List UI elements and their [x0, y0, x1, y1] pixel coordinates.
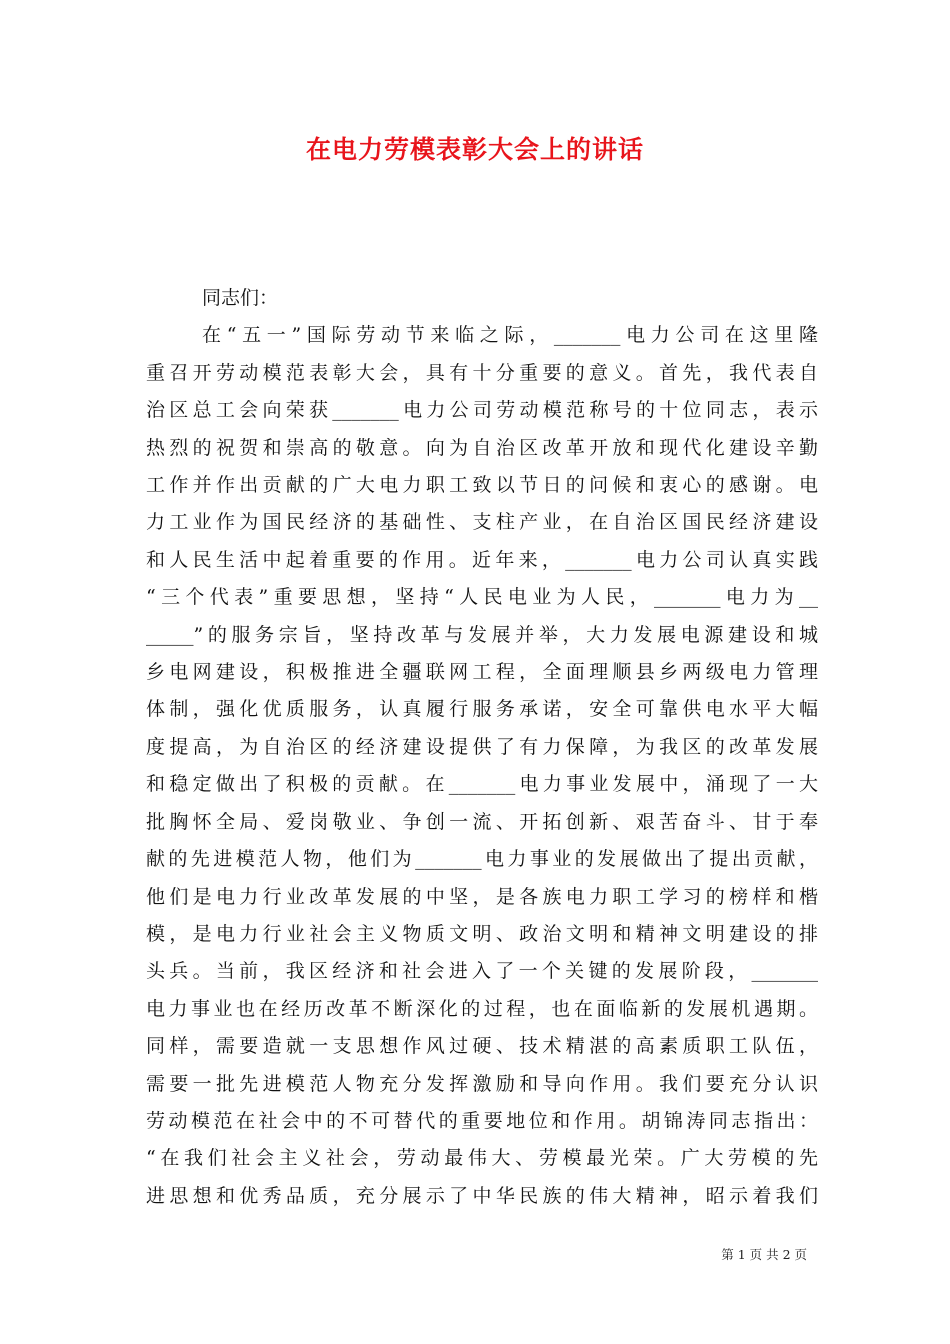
paragraph-line: 和稳定做出了积极的贡献。在_______电力事业发展中，涌现了一大 — [146, 773, 818, 796]
paragraph-line: 体制，强化优质服务，认真履行服务承诺，安全可靠供电水平大幅 — [146, 698, 818, 721]
paragraph-line: 和人民生活中起着重要的作用。近年来，_______电力公司认真实践 — [146, 548, 818, 571]
paragraph-line: 模，是电力行业社会主义物质文明、政治文明和精神文明建设的排 — [146, 922, 818, 945]
paragraph-line: 力工业作为国民经济的基础性、支柱产业，在自治区国民经济建设 — [146, 511, 818, 534]
paragraph-line: 同样，需要造就一支思想作风过硬、技术精湛的高素质职工队伍， — [146, 1035, 818, 1058]
paragraph-line: 头兵。当前，我区经济和社会进入了一个关键的发展阶段，_______ — [146, 960, 818, 983]
paragraph-line: 在“五一”国际劳动节来临之际，_______电力公司在这里隆 — [202, 324, 818, 347]
paragraph-line: “在我们社会主义社会，劳动最伟大、劳模最光荣。广大劳模的先 — [146, 1147, 818, 1170]
paragraph-line: 电力事业也在经历改革不断深化的过程，也在面临新的发展机遇期。 — [146, 997, 818, 1020]
document-body — [146, 280, 818, 1215]
paragraph-line: 重召开劳动模范表彰大会，具有十分重要的意义。首先，我代表自 — [146, 361, 818, 384]
page-number-footer: 第 1 页 共 2 页 — [721, 1247, 807, 1262]
paragraph-line: 热烈的祝贺和崇高的敬意。向为自治区改革开放和现代化建设辛勤 — [146, 436, 818, 459]
paragraph-line: 进思想和优秀品质，充分展示了中华民族的伟大精神，昭示着我们 — [146, 1184, 818, 1207]
paragraph-line: 批胸怀全局、爱岗敬业、争创一流、开拓创新、艰苦奋斗、甘于奉 — [146, 810, 818, 833]
paragraph-line: 工作并作出贡献的广大电力职工致以节日的问候和衷心的感谢。电 — [146, 474, 818, 497]
paragraph-line: 治区总工会向荣获_______电力公司劳动模范称号的十位同志，表示 — [146, 399, 818, 422]
paragraph-line: “三个代表”重要思想，坚持“人民电业为人民，_______电力为__ — [146, 586, 818, 609]
document-title: 在电力劳模表彰大会上的讲话 — [305, 135, 644, 164]
paragraph-line: 献的先进模范人物，他们为_______电力事业的发展做出了提出贡献， — [146, 848, 818, 871]
paragraph-line: 需要一批先进模范人物充分发挥激励和导向作用。我们要充分认识 — [146, 1072, 818, 1095]
salutation: 同志们： — [202, 287, 279, 309]
paragraph-line: 度提高，为自治区的经济建设提供了有力保障，为我区的改革发展 — [146, 735, 818, 758]
paragraph-line: 他们是电力行业改革发展的中坚，是各族电力职工学习的榜样和楷 — [146, 885, 818, 908]
paragraph-line: 劳动模范在社会中的不可替代的重要地位和作用。胡锦涛同志指出： — [146, 1109, 818, 1132]
paragraph-line: 乡电网建设，积极推进全疆联网工程，全面理顺县乡两级电力管理 — [146, 661, 818, 684]
paragraph-line: _____”的服务宗旨，坚持改革与发展并举，大力发展电源建设和城 — [146, 623, 818, 646]
